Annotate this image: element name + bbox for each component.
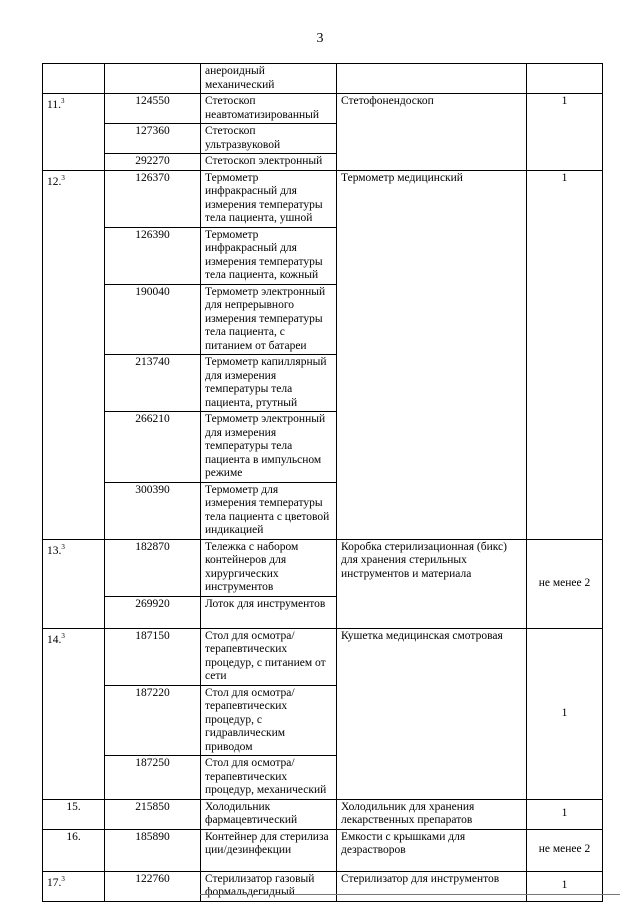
code-cell: 127360 bbox=[105, 124, 201, 154]
equipment-name: Термометр инфракрасный для измерения температуры тела пациента, кожный bbox=[201, 227, 337, 284]
row-number: 12.$^3$ bbox=[43, 170, 105, 539]
equipment-type: Термометр медицинский bbox=[337, 170, 527, 539]
quantity: 1 bbox=[527, 871, 603, 901]
equipment-type: Кушетка медицинская смотровая bbox=[337, 628, 527, 799]
table-row bbox=[43, 64, 603, 94]
code-cell: 187250 bbox=[105, 756, 201, 800]
row-number: 17.$^3$ bbox=[43, 871, 105, 901]
code-cell: 126390 bbox=[105, 227, 201, 284]
equipment-name: Стол для осмотра/терапевтических процедур, с питанием от сети bbox=[201, 628, 337, 685]
code-cell: 126370 bbox=[105, 170, 201, 227]
equipment-name: Стетоскоп ультразвуковой bbox=[201, 124, 337, 154]
quantity: 1 bbox=[527, 94, 603, 171]
equipment-type: Стетофонендоскоп bbox=[337, 94, 527, 171]
equipment-name: Термометр электронный для непрерывного измерения температуры тела пациента, с питанием от батареи bbox=[201, 284, 337, 355]
code-cell: 292270 bbox=[105, 154, 201, 171]
quantity: 1 bbox=[527, 799, 603, 829]
code-cell: 213740 bbox=[105, 355, 201, 412]
code-cell: 187150 bbox=[105, 628, 201, 685]
quantity: 1 bbox=[527, 170, 603, 539]
code-cell: 122760 bbox=[105, 871, 201, 901]
table-row bbox=[43, 871, 603, 901]
equipment-name: Стол для осмотра/терапевтических процедур, механический bbox=[201, 756, 337, 800]
equipment-name: Тележка с набором контейнеров для хирургических инструментов bbox=[201, 539, 337, 596]
equipment-name: Контейнер для стерилизации/дезинфекции bbox=[201, 829, 337, 871]
table-row bbox=[43, 94, 603, 124]
table-row bbox=[43, 170, 603, 227]
code-cell: 187220 bbox=[105, 685, 201, 756]
code-cell: 190040 bbox=[105, 284, 201, 355]
table-row bbox=[43, 799, 603, 829]
table-row bbox=[43, 628, 603, 685]
page-bottom-line bbox=[200, 894, 620, 895]
equipment-name: Стетоскоп электронный bbox=[201, 154, 337, 171]
equipment-name: Холодильник фармацевтический bbox=[201, 799, 337, 829]
quantity: не менее 2 bbox=[527, 829, 603, 871]
code-cell: 300390 bbox=[105, 482, 201, 539]
code-cell: 266210 bbox=[105, 412, 201, 483]
equipment-name: Стетоскоп неавтоматизированный bbox=[201, 94, 337, 124]
equipment-type: Стерилизатор для инструментов bbox=[337, 871, 527, 901]
row-number: 15. bbox=[43, 799, 105, 829]
equipment-name: Термометр электронный для измерения температуры тела пациента в импульсном режиме bbox=[201, 412, 337, 483]
code-cell: 182870 bbox=[105, 539, 201, 596]
code-cell: 124550 bbox=[105, 94, 201, 124]
equipment-name: Лоток для инструментов bbox=[201, 596, 337, 628]
equipment-name: Термометр для измерения температуры тела пациента с цветовой индикацией bbox=[201, 482, 337, 539]
code-cell: 269920 bbox=[105, 596, 201, 628]
table-row bbox=[43, 539, 603, 596]
equipment-name: Стерилизатор газовый формальдегидный bbox=[201, 871, 337, 901]
equipment-name: анероидный механический bbox=[201, 64, 337, 94]
quantity: 1 bbox=[527, 628, 603, 799]
row-number: 16. bbox=[43, 829, 105, 871]
row-number: 14.$^3$ bbox=[43, 628, 105, 799]
quantity: не менее 2 bbox=[527, 539, 603, 628]
equipment-name: Термометр инфракрасный для измерения температуры тела пациента, ушной bbox=[201, 170, 337, 227]
code-cell: 215850 bbox=[105, 799, 201, 829]
equipment-table bbox=[42, 63, 603, 902]
table-row bbox=[43, 829, 603, 871]
equipment-type: Коробка стерилизационная (бикс) для хранения стерильных инструментов и материала bbox=[337, 539, 527, 628]
equipment-name: Термометр капиллярный для измерения температуры тела пациента, ртутный bbox=[201, 355, 337, 412]
equipment-type: Холодильник для хранения лекарственных препаратов bbox=[337, 799, 527, 829]
page-number: 3 bbox=[316, 31, 324, 46]
row-number: 13.$^3$ bbox=[43, 539, 105, 628]
code-cell: 185890 bbox=[105, 829, 201, 871]
equipment-type: Емкости с крышками для дезрастворов bbox=[337, 829, 527, 871]
equipment-name: Стол для осмотра/терапевтических процедур, с гидравлическим приводом bbox=[201, 685, 337, 756]
row-number: 11.$^3$ bbox=[43, 94, 105, 171]
